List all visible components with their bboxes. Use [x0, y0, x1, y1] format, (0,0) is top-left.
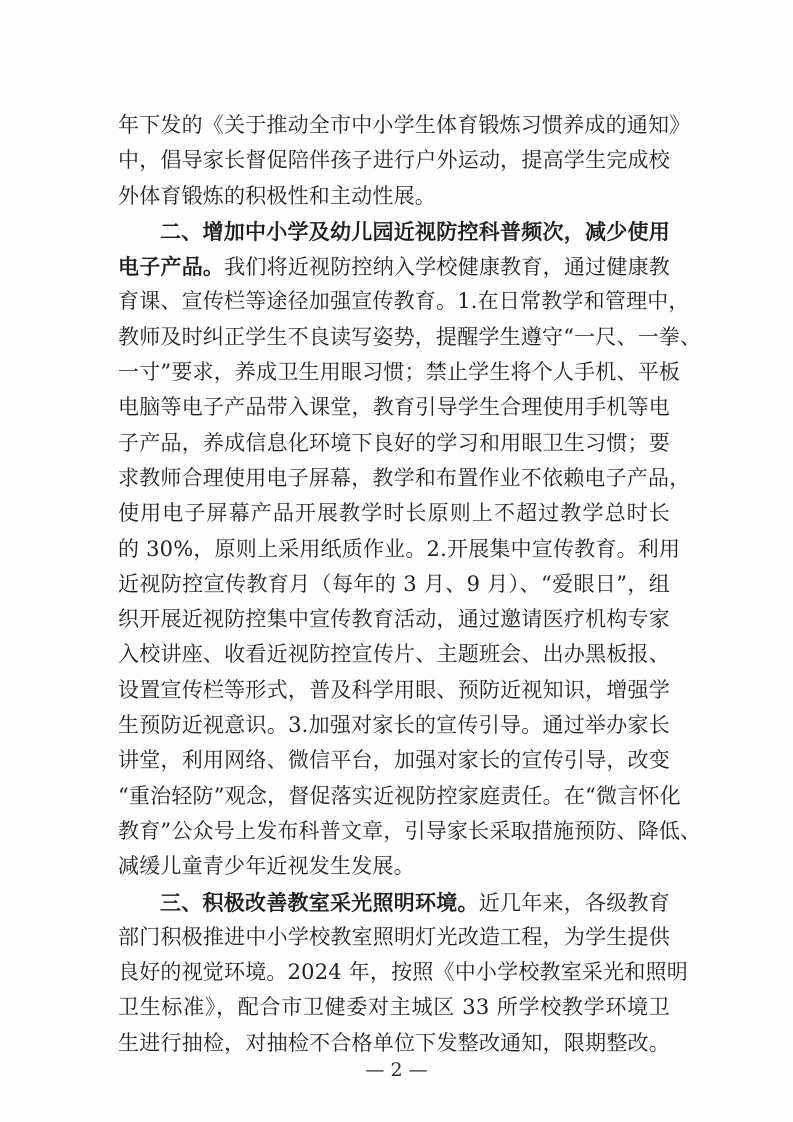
text-line: 的 30%，原则上采用纸质作业。2.开展集中宣传教育。利用 — [118, 536, 681, 561]
text-run: 近几年来，各级教育 — [478, 890, 670, 915]
text-line: 外体育锻炼的积极性和主动性展。 — [118, 183, 436, 208]
text-line: 教师及时纠正学生不良读写姿势，提醒学生遵守“一尺、一拳、 — [118, 324, 702, 349]
text-line: 织开展近视防控集中宣传教育活动，通过邀请医疗机构专家 — [118, 607, 670, 632]
text-line: 讲堂，利用网络、微信平台，加强对家长的宣传引导，改变 — [118, 748, 670, 773]
text-line: 年下发的《关于推动全市中小学生体育锻炼习惯养成的通知》 — [118, 113, 691, 137]
text-line: 求教师合理使用电子屏幕，教学和布置作业不依赖电子产品， — [118, 465, 691, 490]
text-line: 入校讲座、收看近视防控宣传片、主题班会、出办黑板报、 — [118, 642, 670, 667]
text-line: 中，倡导家长督促陪伴孩子进行户外运动，提高学生完成校 — [118, 148, 670, 173]
page-number: — 2 — — [365, 1059, 428, 1081]
text-line: 生进行抽检，对抽检不合格单位下发整改通知，限期整改。 — [118, 1030, 670, 1055]
text-line: 一寸”要求，养成卫生用眼习惯；禁止学生将个人手机、平板 — [118, 360, 681, 385]
text-line: 减缓儿童青少年近视发生发展。 — [118, 854, 415, 879]
text-line: 设置宣传栏等形式，普及科学用眼、预防近视知识，增强学 — [118, 677, 670, 702]
section-heading-continuation: 电子产品。 — [118, 254, 225, 280]
text-line: 使用电子屏幕产品开展教学时长原则上不超过教学总时长 — [118, 501, 670, 526]
text-line: 子产品，养成信息化环境下良好的学习和用眼卫生习惯；要 — [118, 430, 670, 455]
text-line: 良好的视觉环境。2024 年，按照《中小学校教室采光和照明 — [118, 960, 688, 985]
text-line: “重治轻防”观念，督促落实近视防控家庭责任。在“微言怀化 — [118, 783, 681, 808]
text-line — [118, 249, 670, 284]
document-body — [118, 108, 702, 1061]
text-line: 教育”公众号上发布科普文章，引导家长采取措施预防、降低、 — [118, 818, 702, 843]
text-line — [118, 885, 670, 920]
section-heading: 三、积极改善教室采光照明环境。 — [160, 889, 479, 915]
text-line: 育课、宣传栏等途径加强宣传教育。1.在日常教学和管理中， — [118, 289, 690, 314]
text-line: 电脑等电子产品带入课堂，教育引导学生合理使用手机等电 — [118, 395, 670, 420]
text-line: 部门积极推进中小学校教室照明灯光改造工程，为学生提供 — [118, 924, 670, 949]
text-line: 卫生标准》，配合市卫健委对主城区 33 所学校教学环境卫 — [118, 995, 670, 1020]
text-line: 近视防控宣传教育月（每年的 3 月、9 月）、“爱眼日”，组 — [118, 571, 670, 596]
text-line: 生预防近视意识。3.加强对家长的宣传引导。通过举办家长 — [118, 713, 670, 738]
text-run: 我们将近视防控纳入学校健康教育，通过健康教 — [224, 255, 671, 280]
section-heading: 二、增加中小学及幼儿园近视防控科普频次，减少使用 — [160, 218, 670, 244]
